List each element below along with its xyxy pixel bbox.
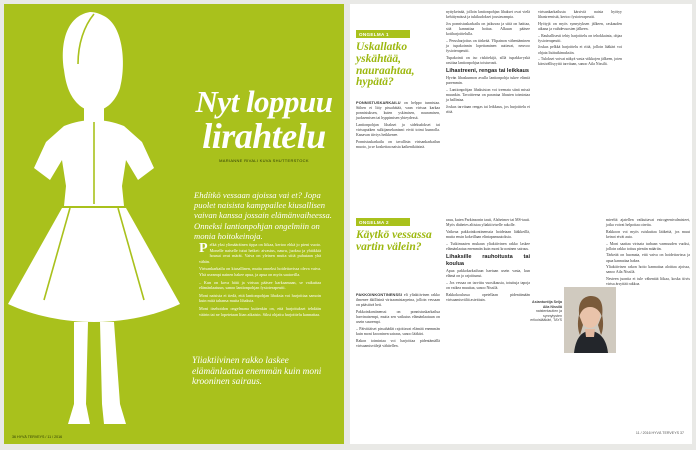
section1-column-1 xyxy=(356,100,440,152)
body-paragraph: Pakkoinkontinenssi on ponnistuskarkailua harvinaisempi, mutta sen vaikutus elämänlaatuun on usein suurempi. xyxy=(356,309,440,325)
body-paragraph: Rakon toimintaa voi harjoittaa pidentämällä virtsaamisvälejä vähitellen. xyxy=(356,338,440,348)
article-title-block xyxy=(189,86,339,163)
body-paragraph: – Lantionpohjan lihaksiston voi treenata siinä missä muunkin. Tavoitteena on parantaa lihasten toimintaa ja hallintaa. xyxy=(446,87,530,103)
intro-text xyxy=(199,242,321,319)
section2-column-3 xyxy=(606,218,690,289)
body-paragraph: Vaikeaa pakkoinkontinenssia hoidetaan lääkkeillä, mutta ensin kokeillaan elintapamuutoksia. xyxy=(446,229,530,239)
byline: MARIANNE RIVALI KUVA SHUTTERSTOCK xyxy=(219,158,309,163)
section1-column-2 xyxy=(446,10,530,117)
subheading: Lihaksille rauhoitusta tai koulua xyxy=(446,253,530,267)
lede-bold: PONNISTUSKARKAILU xyxy=(356,100,401,105)
body-paragraph xyxy=(356,292,440,308)
section2-column-1 xyxy=(356,292,440,351)
lead-paragraph: Ehdítkö vessaan ajoissa vai et? Jopa puolet naisista kamppailee kiusallisen vaivan kanssa jossain elämänvaiheessa. Onneksi lantionpohjan ongelmiin on monia hoitokeinoja. xyxy=(194,190,332,241)
body-paragraph: – Moni saattaa virtsata turhaan varmuuden vuoksi, jolloin rakko tottuu pieniin määriin. xyxy=(606,241,690,251)
body-paragraph: Jos ponnistuskarkailu on jatkuvaa ja siitä on haittaa, sitä kannattaa hoitaa. Alkuun pääsee kotiharjoittelulla. xyxy=(446,21,530,37)
body-paragraph: – Rauhallisesti tehty harjoittelu on tehokkainta, ohjaa fysioterapeutti. xyxy=(538,33,622,43)
section-title-2: Käytkö vessassa vartin välein? xyxy=(356,229,432,253)
right-page xyxy=(350,4,692,444)
body-paragraph: Rakkoon voi myös ruiskuttaa lääkettä, jos muut keinot eivät auta. xyxy=(606,229,690,239)
drop-cap: P xyxy=(199,241,208,256)
left-page xyxy=(4,4,344,444)
section1-column-3 xyxy=(538,10,622,69)
section-title-1: Uskallatko yskähtää, nauraahtaa, hypätä? xyxy=(356,41,415,89)
body-paragraph: – Tulokset voivat näkyä vasta viikkojen jälkeen, joten kärsivällisyyttä tarvitaan, sanoo Aila Nissilä. xyxy=(538,57,622,67)
body-paragraph: Joskus tarvitaan rengas tai leikkaus, jos harjoittelu ei riitä. xyxy=(446,104,530,114)
section-label-2: ONGELMA 2 xyxy=(356,218,410,226)
expert-caption xyxy=(528,300,562,323)
body-paragraph xyxy=(356,100,440,122)
body-paragraph: Hyvän lihaskunnon avulla lantionpohja tukee elimiä paremmin. xyxy=(446,76,530,86)
page-folio-left: 36 HYVÄ TERVEYS / 11 / 2016 xyxy=(12,435,63,439)
expert-title: naistentautien ja synnytysten erikoislääkäri, TAYS xyxy=(530,309,562,323)
body-paragraph: Rakkokoulussa opetellaan pidentämään virtsaamisväliä asteittain. xyxy=(446,292,530,302)
body-paragraph: Yliaktiivisen rakon hoito kannattaa aloittaa ajoissa, sanoo Aila Nissilä. xyxy=(606,265,690,275)
body-text: on helppo tunnistaa. Siihen ei liity pissahätää, vaan virtsaa karkaa ponnistuksen, kuten yskimisen, nauramisen, juoksemisen tai hyppimisen yhteydessä. xyxy=(356,101,440,121)
body-paragraph: Hyötyjä on myös synnytyksen jälkeen, raskauden aikana ja vaihdevuosien jälkeen. xyxy=(538,21,622,31)
article-title-line-2: lirahtelu xyxy=(202,116,326,156)
article-title-line-1: Nyt loppuu xyxy=(195,84,333,119)
body-paragraph: Tärkeää on huomata, että vaiva on hoidettavissa ja apua kannattaa hakea. xyxy=(606,253,690,263)
body-paragraph: – Päivittäiset pissahädät rajoittavat elämää enemmän kuin moni krooninen sairaus, sanoo lääkäri. xyxy=(356,326,440,337)
body-paragraph: nyttykeinää, jolloin lantionpohjan lihakset ovat vielä kehittymässä ja tukikudokset joustavampia. xyxy=(446,10,530,20)
body-paragraph: Lantionpohjan lihakset ja sidekudokset tai virtsaputken sulkijamekanismi eivät toimi kunnolla. Kanavan tiiviys heikkenee. xyxy=(356,123,440,138)
body-paragraph: – Jos vessaa on tarvittu vuosikausia, totuttuja tapoja on vaikea muuttaa, sanoo Nissilä. xyxy=(446,280,530,290)
body-text: eli yliaktiivinen rakko ilmenee äkillisinä virtsaamistarpeina, jolloin vessaan on päästävä heti. xyxy=(356,293,440,308)
body-paragraph: – Tutkimusten mukaan yliaktiivinen rakko laskee elämänlaatua enemmän kuin moni krooninen sairaus. xyxy=(446,241,530,251)
expert-name: Asiantuntija Seija Aila Nissilä xyxy=(532,300,562,309)
body-paragraph: – Perusharjoitus on tärkeää. Ylipainon vähentäminen ja tupakoinnin lopettaminen auttavat, neuvoo fysioterapeutti. xyxy=(446,38,530,54)
intro-paragraph: elkä yksi ylimääräinen tippa on liikaa, kertoo ehkä jo pieni vuoto. Monelle naiselle tutut hetket: aivastus, nauru, juoksu ja yhtäkkiä housut ovat märät. Vaiva on yleinen mutta siitä puhutaan yhä vähän. xyxy=(199,242,321,264)
body-paragraph: rauu, kuten Parkinsonin tauti, Alzheimer tai MS-tauti. Myös diabetes altistaa yliaktiiviselle rakolle. xyxy=(446,218,530,228)
body-paragraph: Nesteen juontia ei tule vähentää liikaa, koska tiivis virtsa ärsyttää rakkoa. xyxy=(606,277,690,287)
body-paragraph: mieeltä ajatellen vaikuttavat estrogeenivalmisteet, jotka voivat helpottaa oireita. xyxy=(606,218,690,228)
intro-paragraph: Virtsankarkailu on kiusallinen, mutta onneksi hoidettavissa oleva vaiva. Yhä useampi nainen hakee apua, ja apua on myös saatavilla. xyxy=(199,266,321,277)
body-paragraph: Joskus pelkkä harjoittelu ei riitä, jolloin lääkäri voi ohjata lisätutkimuksiin. xyxy=(538,45,622,55)
section2-column-2 xyxy=(446,218,530,304)
body-paragraph: Apua pakkokarkailuun haetaan usein vasta, kun elämä on jo rajoittunut. xyxy=(446,268,530,279)
body-paragraph: Tupakointi on iso riskitekijä, sillä tupakka-yskä rasittaa lantionpohjaa toistuvasti. xyxy=(446,55,530,65)
section-label-1: ONGELMA 1 xyxy=(356,30,410,38)
page-folio-right: 11 / 2016 HYVÄ TERVEYS 37 xyxy=(635,431,684,435)
expert-portrait-photo xyxy=(564,287,616,353)
subheading: Lihastreeni, rengas tai leikkaus xyxy=(446,68,530,75)
lede-bold: PAKKOINKONTINENSSI xyxy=(356,292,403,297)
pull-quote: Yliaktiivinen rakko laskee elämänlaatua enemmän kuin moni krooninen sairaus. xyxy=(192,356,322,388)
intro-paragraph: Moni naisista ei tiedä, että lantionpohjan lihaksia voi harjoittaa samoin kuin mitä tahansa muita lihaksia. xyxy=(199,292,321,304)
body-paragraph: virtsankarkailusta kärsiviä naisia hyötyy lihastreenistä, kertoo fysioterapeutti. xyxy=(538,10,622,20)
intro-paragraph: Moni itsehoidon ongelmana kuitenkin on, että harjoitukset tehdään väärin tai ne lopetetaan liian aikaisin. Siksi ohjattu harjoittelu kannattaa. xyxy=(199,305,321,317)
body-paragraph: Ponnistuskarkailu on tavallisin virtsankarkailun muoto, ja se koskettaa naisia kaikenikäisinä. xyxy=(356,140,440,150)
intro-paragraph: – Kun on kova hätä ja virtsaa pääsee karkaamaan, se vaikuttaa elämänlaatuun, sanoo lantionpohjan fysioterapeutti. xyxy=(199,279,321,291)
